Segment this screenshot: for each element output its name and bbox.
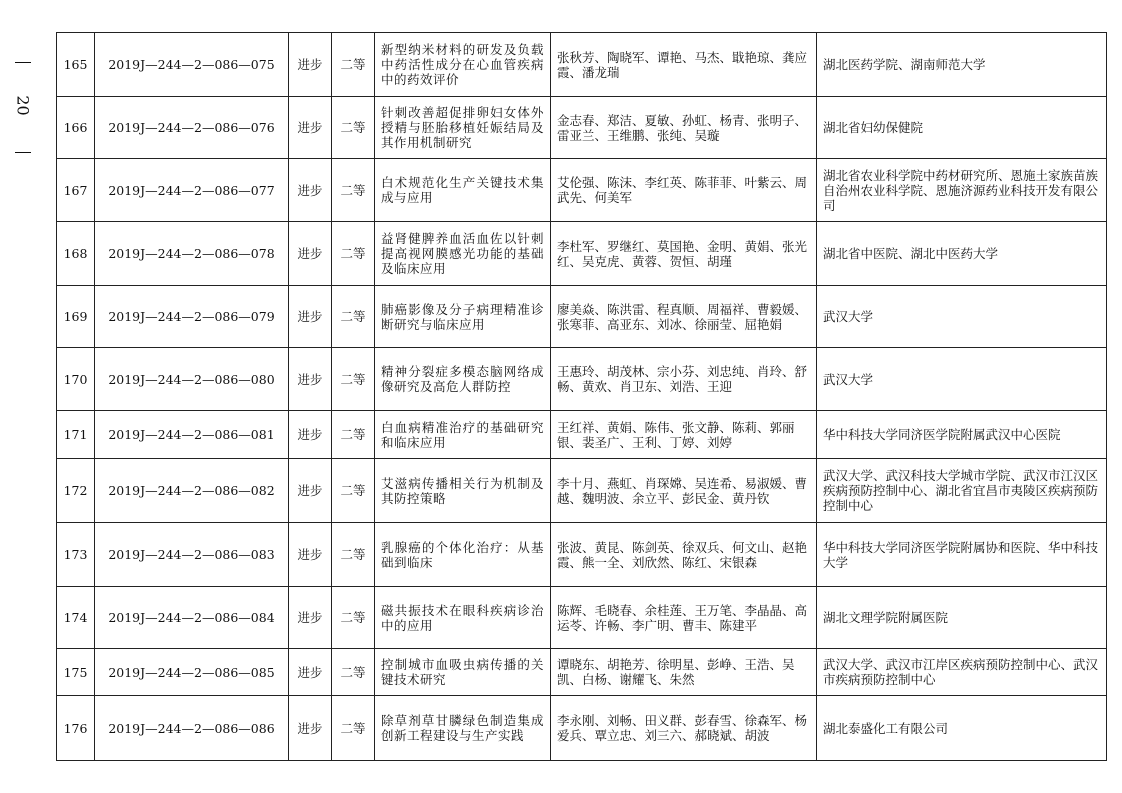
registration-code: 2019J—244—2—086—078 (95, 222, 289, 286)
row-number: 172 (57, 459, 95, 523)
award-type: 进步 (289, 222, 332, 286)
institutions: 湖北省妇幼保健院 (817, 97, 1107, 159)
project-title: 艾滋病传播相关行为机制及其防控策略 (375, 459, 551, 523)
table-row (57, 587, 1107, 649)
row-number: 175 (57, 649, 95, 696)
table-row (57, 97, 1107, 159)
table-row (57, 348, 1107, 411)
contributors: 金志春、郑洁、夏敏、孙虹、杨青、张明子、雷亚兰、王维鹏、张纯、吴璇 (551, 97, 817, 159)
project-title: 肺癌影像及分子病理精准诊断研究与临床应用 (375, 286, 551, 348)
award-grade: 二等 (332, 523, 375, 587)
institutions: 华中科技大学同济医学院附属武汉中心医院 (817, 411, 1107, 459)
page-number-value: 20 (13, 95, 33, 116)
contributors: 廖美焱、陈洪雷、程真顺、周福祥、曹毅媛、张寒菲、高亚东、刘冰、徐丽莹、屈艳娟 (551, 286, 817, 348)
contributors: 谭晓东、胡艳芳、徐明星、彭峥、王浩、吴凯、白杨、谢耀飞、朱然 (551, 649, 817, 696)
institutions: 湖北省农业科学院中药材研究所、恩施土家族苗族自治州农业科学院、恩施济源药业科技开发有限公司 (817, 159, 1107, 222)
project-title: 白血病精准治疗的基础研究和临床应用 (375, 411, 551, 459)
award-grade: 二等 (332, 587, 375, 649)
award-grade: 二等 (332, 159, 375, 222)
award-type: 进步 (289, 159, 332, 222)
institutions: 华中科技大学同济医学院附属协和医院、华中科技大学 (817, 523, 1107, 587)
award-type: 进步 (289, 97, 332, 159)
award-grade: 二等 (332, 348, 375, 411)
award-type: 进步 (289, 649, 332, 696)
award-grade: 二等 (332, 459, 375, 523)
award-grade: 二等 (332, 649, 375, 696)
page-number-dash-top (15, 62, 31, 63)
project-title: 精神分裂症多模态脑网络成像研究及高危人群防控 (375, 348, 551, 411)
award-type: 进步 (289, 587, 332, 649)
registration-code: 2019J—244—2—086—082 (95, 459, 289, 523)
contributors: 王红祥、黄娟、陈伟、张文静、陈莉、郭丽银、裴圣广、王利、丁婷、刘婷 (551, 411, 817, 459)
registration-code: 2019J—244—2—086—086 (95, 696, 289, 761)
award-type: 进步 (289, 459, 332, 523)
award-type: 进步 (289, 286, 332, 348)
registration-code: 2019J—244—2—086—076 (95, 97, 289, 159)
award-type: 进步 (289, 696, 332, 761)
page-number (6, 52, 40, 162)
table-row (57, 411, 1107, 459)
contributors: 张波、黄昆、陈剑英、徐双兵、何文山、赵艳霞、熊一全、刘欣然、陈红、宋银森 (551, 523, 817, 587)
row-number: 170 (57, 348, 95, 411)
institutions: 武汉大学、武汉科技大学城市学院、武汉市江汉区疾病预防控制中心、湖北省宜昌市夷陵区疾病预防控制中心 (817, 459, 1107, 523)
project-title: 乳腺癌的个体化治疗：从基础到临床 (375, 523, 551, 587)
table-row (57, 459, 1107, 523)
contributors: 艾伦强、陈沫、李红英、陈菲菲、叶紫云、周武先、何美军 (551, 159, 817, 222)
table-row (57, 523, 1107, 587)
project-title: 针刺改善超促排卵妇女体外授精与胚胎移植妊娠结局及其作用机制研究 (375, 97, 551, 159)
institutions: 湖北省中医院、湖北中医药大学 (817, 222, 1107, 286)
row-number: 167 (57, 159, 95, 222)
registration-code: 2019J—244—2—086—075 (95, 33, 289, 97)
award-grade: 二等 (332, 33, 375, 97)
institutions: 武汉大学 (817, 348, 1107, 411)
table-row (57, 222, 1107, 286)
award-grade: 二等 (332, 696, 375, 761)
project-title: 新型纳米材料的研发及负载中药活性成分在心血管疾病中的药效评价 (375, 33, 551, 97)
project-title: 磁共振技术在眼科疾病诊治中的应用 (375, 587, 551, 649)
project-title: 白术规范化生产关键技术集成与应用 (375, 159, 551, 222)
registration-code: 2019J—244—2—086—077 (95, 159, 289, 222)
registration-code: 2019J—244—2—086—084 (95, 587, 289, 649)
row-number: 165 (57, 33, 95, 97)
institutions: 湖北医药学院、湖南师范大学 (817, 33, 1107, 97)
page-number-dash-bottom (15, 152, 31, 153)
project-title: 控制城市血吸虫病传播的关键技术研究 (375, 649, 551, 696)
table-row (57, 649, 1107, 696)
row-number: 166 (57, 97, 95, 159)
award-grade: 二等 (332, 97, 375, 159)
table-row (57, 33, 1107, 97)
project-title: 除草剂草甘膦绿色制造集成创新工程建设与生产实践 (375, 696, 551, 761)
institutions: 武汉大学、武汉市江岸区疾病预防控制中心、武汉市疾病预防控制中心 (817, 649, 1107, 696)
registration-code: 2019J—244—2—086—083 (95, 523, 289, 587)
institutions: 湖北文理学院附属医院 (817, 587, 1107, 649)
award-grade: 二等 (332, 411, 375, 459)
award-grade: 二等 (332, 286, 375, 348)
award-type: 进步 (289, 523, 332, 587)
award-grade: 二等 (332, 222, 375, 286)
row-number: 176 (57, 696, 95, 761)
row-number: 173 (57, 523, 95, 587)
table-row (57, 286, 1107, 348)
institutions: 武汉大学 (817, 286, 1107, 348)
row-number: 174 (57, 587, 95, 649)
contributors: 李永刚、刘畅、田义群、彭春雪、徐森军、杨爱兵、覃立忠、刘三六、郝晓斌、胡波 (551, 696, 817, 761)
award-type: 进步 (289, 348, 332, 411)
row-number: 169 (57, 286, 95, 348)
table-row (57, 159, 1107, 222)
registration-code: 2019J—244—2—086—079 (95, 286, 289, 348)
contributors: 王惠玲、胡茂林、宗小芬、刘忠纯、肖玲、舒畅、黄欢、肖卫东、刘浩、王迎 (551, 348, 817, 411)
contributors: 李杜军、罗继红、莫国艳、金明、黄娟、张光红、吴克虎、黄蓉、贺恒、胡瑾 (551, 222, 817, 286)
award-type: 进步 (289, 411, 332, 459)
row-number: 171 (57, 411, 95, 459)
project-title: 益肾健脾养血活血佐以针刺提高视网膜感光功能的基础及临床应用 (375, 222, 551, 286)
registration-code: 2019J—244—2—086—080 (95, 348, 289, 411)
award-type: 进步 (289, 33, 332, 97)
table-row (57, 696, 1107, 761)
registration-code: 2019J—244—2—086—085 (95, 649, 289, 696)
institutions: 湖北泰盛化工有限公司 (817, 696, 1107, 761)
contributors: 张秋芳、陶晓军、谭艳、马杰、戢艳琼、龚应霞、潘龙瑞 (551, 33, 817, 97)
contributors: 陈辉、毛晓春、余桂莲、王万笔、李晶晶、高运苓、许畅、李广明、曹丰、陈建平 (551, 587, 817, 649)
registration-code: 2019J—244—2—086—081 (95, 411, 289, 459)
contributors: 李十月、燕虹、肖琛嫦、吴连希、易淑媛、曹越、魏明波、余立平、彭民金、黄丹钦 (551, 459, 817, 523)
awards-table (56, 32, 1107, 761)
row-number: 168 (57, 222, 95, 286)
